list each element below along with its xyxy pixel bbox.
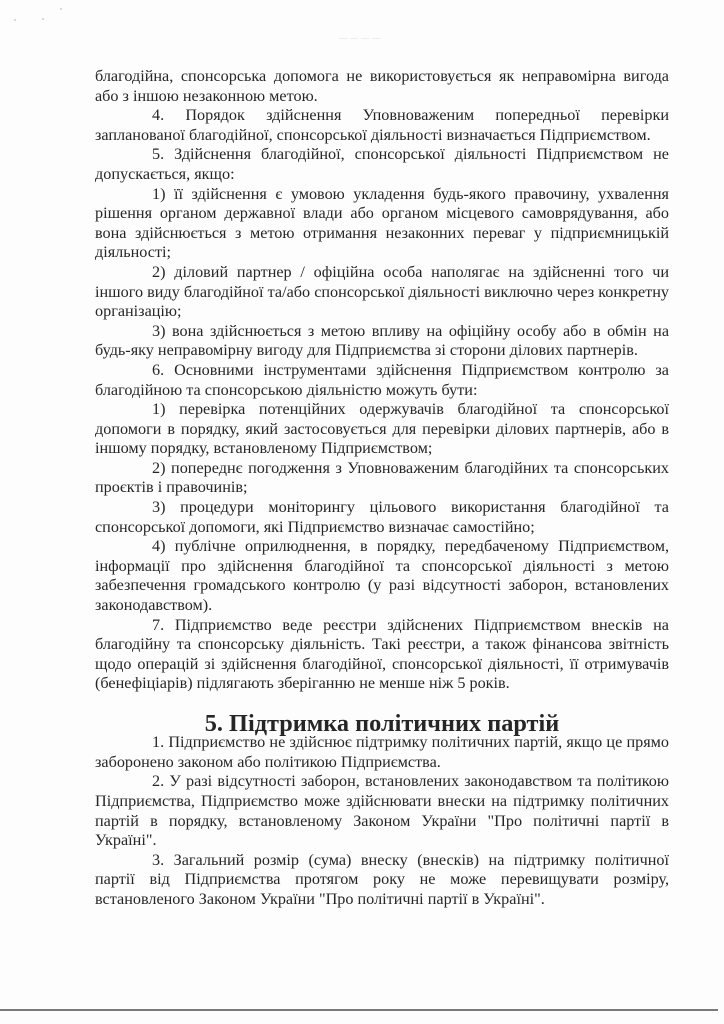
page-bottom-edge [0, 1009, 718, 1011]
subitem-6-3: 3) процедури моніторингу цільового використання благодійної та спонсорської допомоги, які Підприємство визначає самостійно; [95, 498, 669, 536]
subitem-6-1: 1) перевірка потенційних одержувачів благодійної та спонсорської допомоги в порядку, який застосовується для перевірки ділових партнерів, або в іншому порядку, встановленому Підприємством; [95, 400, 669, 458]
paragraph-item-6: 6. Основними інструментами здійснення Підприємством контролю за благодійною та спонсорською діяльністю можуть бути: [95, 360, 669, 399]
document-body [95, 67, 669, 910]
section5-item-3: 3. Загальний розмір (сума) внеску (внесків) на підтримку політичної партії від Підприємства протягом року не може перевищувати розміру, встановленого Законом України "Про політичні партії в Україні". [95, 850, 669, 908]
section5-item-1: 1. Підприємство не здійснює підтримку політичних партій, якщо це прямо заборонено законом або політикою Підприємства. [95, 733, 669, 771]
section-heading: 5. Підтримка політичних партій [204, 709, 560, 737]
paragraph-item-4: 4. Порядок здійснення Уповноваженим попередньої перевірки запланованої благодійної, спонсорської діяльності визначається Підприємством. [95, 106, 669, 144]
subitem-5-3: 3) вона здійснюється з метою впливу на офіційну особу або в обмін на будь-яку неправомірну вигоду для Підприємства зі сторони ділових партнерів. [95, 321, 669, 360]
subitem-5-2: 2) діловий партнер / офіційна особа наполягає на здійсненні того чи іншого виду благодійної та/або спонсорської діяльності виключно через конкретну організацію; [95, 262, 669, 321]
paragraph-item-7: 7. Підприємство веде реєстри здійснених Підприємством внесків на благодійну та спонсорську діяльність. Такі реєстри, а також фінансова звітність щодо операцій зі здійснення благодійної, спонсорської діяльності, її отримувачів (бенефіціарів) підлягають зберіганню не менше ніж 5 років. [95, 615, 669, 693]
scan-speck [60, 8, 62, 10]
subitem-5-1: 1) її здійснення є умовою укладення будь-якого правочину, ухвалення рішення органом державної влади або органом місцевого самоврядування, або вона здійснюється з метою отримання незаконних переваг у підприємницькій діяльності; [95, 184, 669, 262]
scan-speck [14, 19, 16, 21]
subitem-6-2: 2) попереднє погодження з Уповноваженим благодійних та спонсорських проєктів і правочинів; [95, 458, 669, 497]
paragraph-item-5: 5. Здійснення благодійної, спонсорської діяльності Підприємством не допускається, якщо: [95, 145, 669, 183]
subitem-6-4: 4) публічне оприлюднення, в порядку, передбаченому Підприємством, інформації про здійснення благодійної та спонсорської діяльності з метою забезпечення громадського контролю (у разі відсутності заборон, встановлених законодавством). [95, 537, 669, 615]
faint-header-mark: — — — — [339, 33, 381, 42]
section5-item-2: 2. У разі відсутності заборон, встановлених законодавством та політикою Підприємства, Підприємство може здійснювати внески на підтримку політичних партій в порядку, встановленому Законом України "Про політичні партії в Україні". [95, 772, 669, 850]
scan-speck [42, 18, 44, 20]
paragraph-continuation: благодійна, спонсорська допомога не використовується як неправомірна вигода або з іншою незаконною метою. [95, 67, 669, 105]
